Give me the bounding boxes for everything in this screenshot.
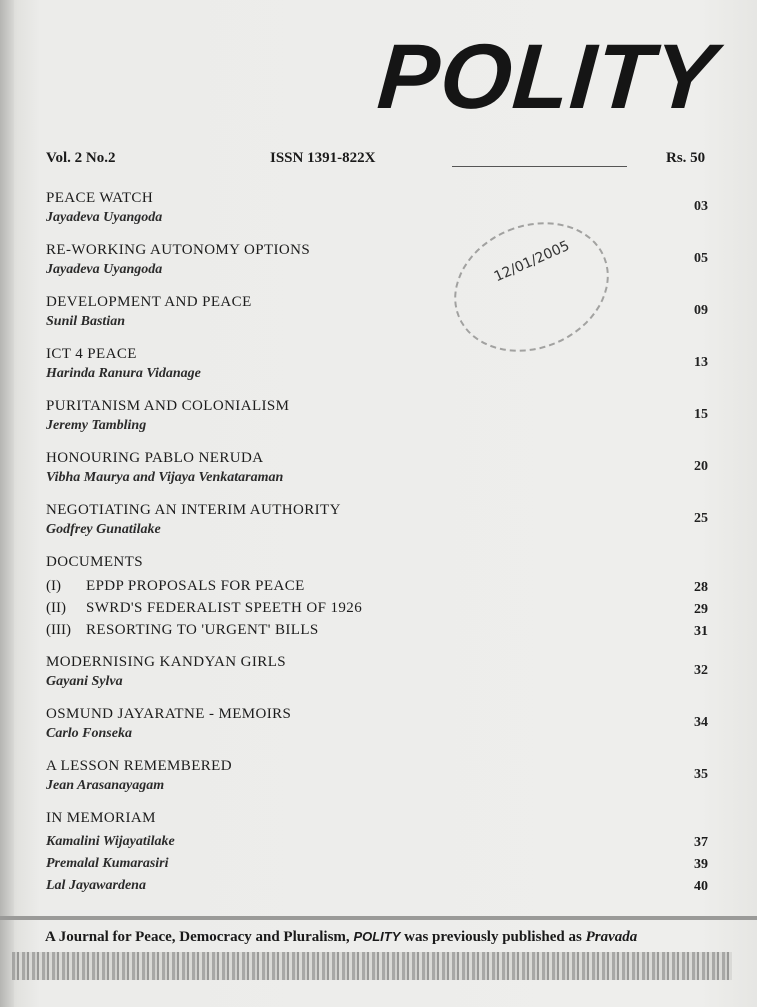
document-title: EPDP PROPOSALS FOR PEACE [86, 578, 305, 594]
documents-heading: DOCUMENTS [46, 554, 143, 570]
toc-entry-title: RE-WORKING AUTONOMY OPTIONS [46, 242, 311, 258]
issue-volume: Vol. 2 No.2 [46, 150, 116, 166]
toc-entry-author: Sunil Bastian [46, 314, 125, 329]
toc-entry[interactable] [46, 294, 716, 346]
toc-entry[interactable] [46, 242, 716, 294]
toc-entry-author: Jean Arasanayagam [46, 778, 165, 793]
toc-entry-author: Vibha Maurya and Vijaya Venkataraman [46, 470, 284, 485]
toc-entry-title: HONOURING PABLO NERUDA [46, 450, 264, 466]
memoriam-page: 40 [694, 879, 708, 894]
toc-entry-author: Jeremy Tambling [46, 418, 147, 433]
toc-entry-title: ICT 4 PEACE [46, 346, 137, 362]
toc-entry-page: 03 [694, 199, 708, 214]
masthead-title: POLITY [374, 26, 720, 128]
memoriam-item[interactable] [46, 834, 716, 856]
toc-entry-page: 05 [694, 251, 708, 266]
footer-tagline [45, 929, 637, 946]
toc-entry-author: Carlo Fonseka [46, 726, 132, 741]
memoriam-page: 39 [694, 857, 708, 872]
footer-former-name: Pravada [585, 929, 638, 945]
toc-entry[interactable] [46, 654, 716, 706]
document-title: RESORTING TO 'URGENT' BILLS [86, 622, 319, 638]
toc-entry-page: 32 [694, 663, 708, 678]
toc-entry[interactable] [46, 346, 716, 398]
toc-entry-page: 25 [694, 511, 708, 526]
toc-entry-author: Godfrey Gunatilake [46, 522, 161, 537]
toc-entry-page: 09 [694, 303, 708, 318]
toc-entry[interactable] [46, 706, 716, 758]
toc-entry-title: OSMUND JAYARATNE - MEMOIRS [46, 706, 292, 722]
memoriam-name: Kamalini Wijayatilake [46, 834, 175, 849]
document-number: (III) [46, 622, 71, 638]
toc-entry-page: 35 [694, 767, 708, 782]
toc-entry[interactable] [46, 190, 716, 242]
document-number: (II) [46, 600, 66, 616]
toc-entry-title: PEACE WATCH [46, 190, 154, 206]
toc-entry-page: 20 [694, 459, 708, 474]
footer-divider [0, 916, 757, 920]
toc-entry-author: Gayani Sylva [46, 674, 123, 689]
toc-entry-page: 34 [694, 715, 708, 730]
memoriam-page: 37 [694, 835, 708, 850]
document-number: (I) [46, 578, 61, 594]
document-page: 28 [694, 580, 708, 595]
toc-entry[interactable] [46, 450, 716, 502]
footer-brand: POLITY [353, 929, 401, 944]
memoriam-name: Lal Jayawardena [46, 878, 146, 893]
memoriam-heading: IN MEMORIAM [46, 810, 156, 826]
section-spacer [46, 644, 716, 654]
memoriam-name: Premalal Kumarasiri [46, 856, 169, 871]
document-page: 29 [694, 602, 708, 617]
memoriam-item[interactable] [46, 856, 716, 878]
toc-entry-title: A LESSON REMEMBERED [46, 758, 232, 774]
document-item[interactable] [46, 578, 716, 600]
issue-price: Rs. 50 [666, 150, 706, 166]
toc-entry[interactable] [46, 502, 716, 554]
toc-entry-title: PURITANISM AND COLONIALISM [46, 398, 290, 414]
stamp-date: 12/01/2005 [491, 237, 572, 286]
toc-entry-author: Jayadeva Uyangoda [46, 262, 163, 277]
toc-entry-page: 13 [694, 355, 708, 370]
issue-divider [452, 166, 627, 167]
table-of-contents [46, 190, 716, 900]
page-binding-edge [0, 0, 14, 1007]
toc-entry-title: DEVELOPMENT AND PEACE [46, 294, 252, 310]
footer-decorative-band [12, 952, 732, 980]
toc-entry-author: Jayadeva Uyangoda [46, 210, 163, 225]
toc-entry-title: NEGOTIATING AN INTERIM AUTHORITY [46, 502, 341, 518]
document-item[interactable] [46, 600, 716, 622]
document-title: SWRD'S FEDERALIST SPEETH OF 1926 [86, 600, 363, 616]
memoriam-item[interactable] [46, 878, 716, 900]
toc-entry-title: MODERNISING KANDYAN GIRLS [46, 654, 287, 670]
document-item[interactable] [46, 622, 716, 644]
footer-lead: A Journal for Peace, Democracy and Pluralism, [45, 929, 350, 945]
toc-entry-author: Harinda Ranura Vidanage [46, 366, 201, 381]
toc-entry-page: 15 [694, 407, 708, 422]
document-page: 31 [694, 624, 708, 639]
issue-issn: ISSN 1391-822X [270, 150, 376, 166]
toc-entry[interactable] [46, 398, 716, 450]
toc-entry[interactable] [46, 758, 716, 810]
footer-middle: was previously published as [404, 929, 582, 945]
